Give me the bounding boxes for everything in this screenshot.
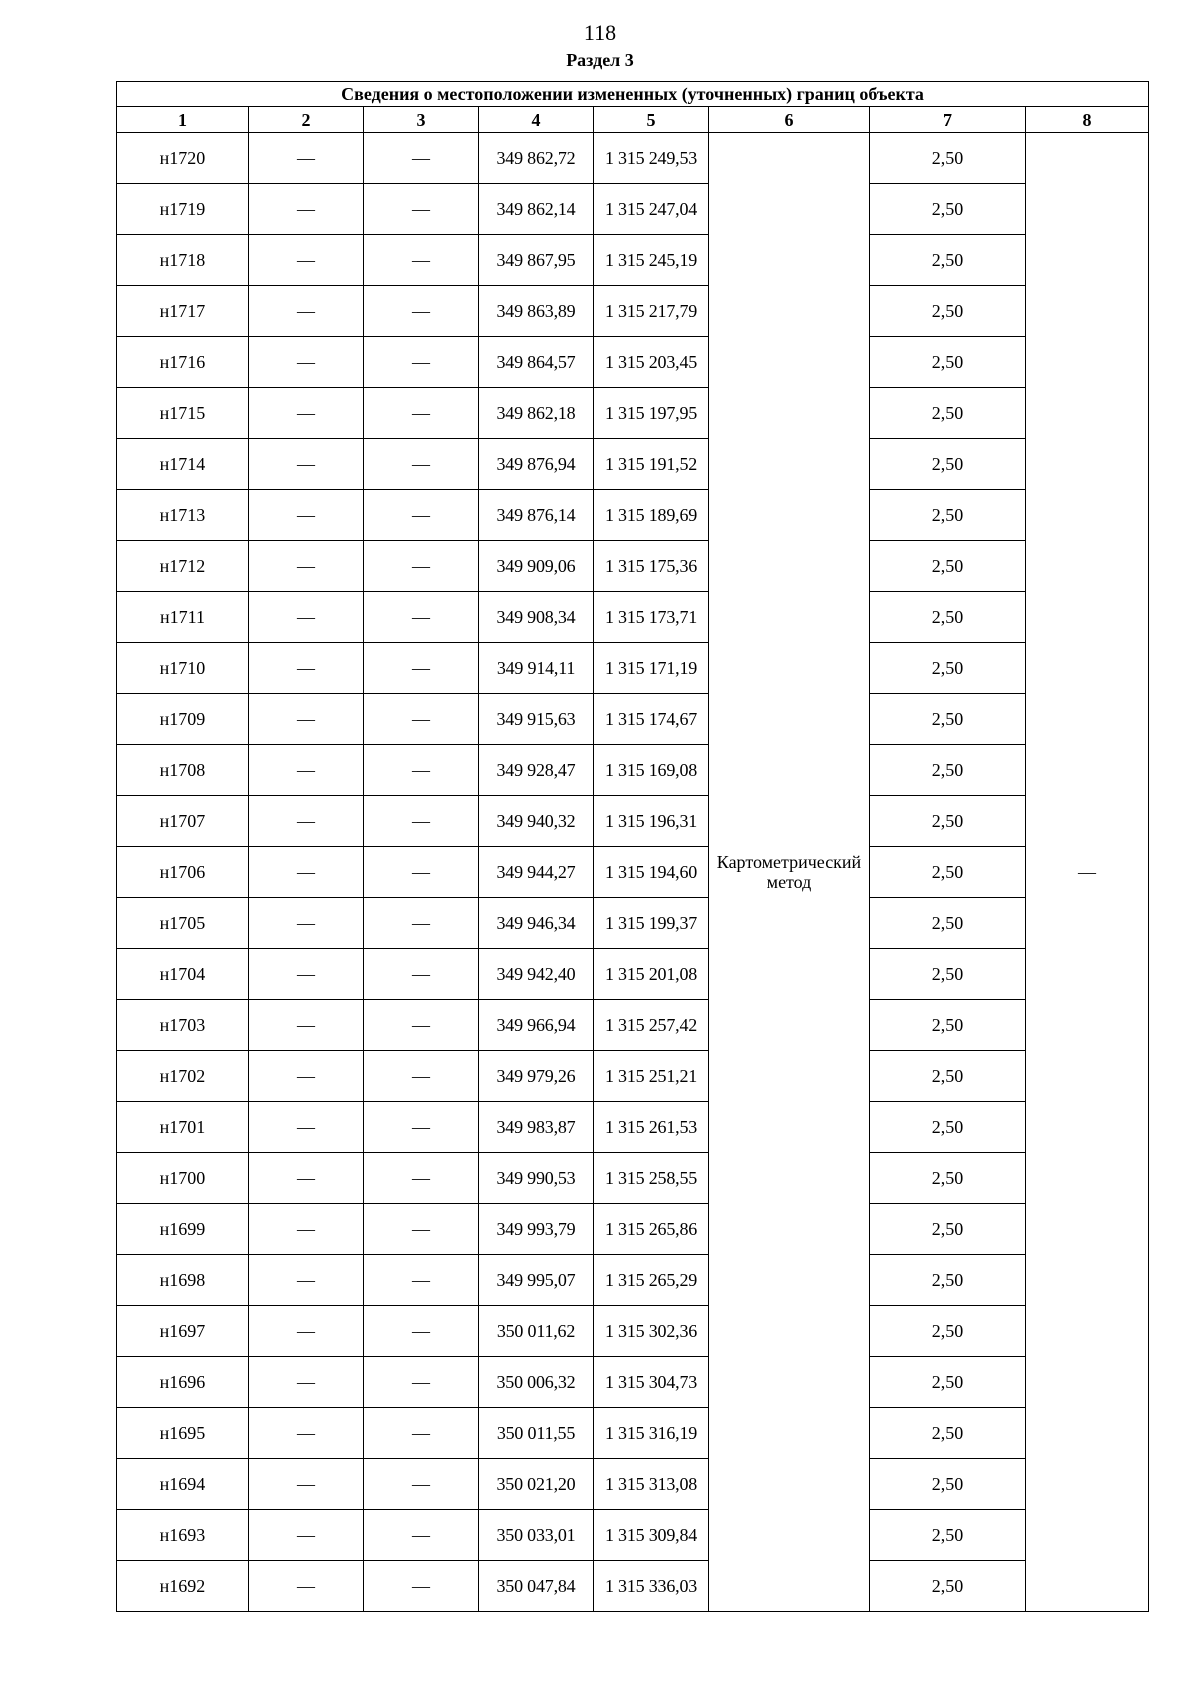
column-3-cell: — [364, 1102, 479, 1153]
column-2-cell: — [249, 1510, 364, 1561]
x-coordinate-cell: 349 915,63 [479, 694, 594, 745]
column-3-cell: — [364, 235, 479, 286]
column-2-cell: — [249, 490, 364, 541]
accuracy-cell: 2,50 [870, 235, 1026, 286]
column-3-cell: — [364, 1000, 479, 1051]
y-coordinate-cell: 1 315 249,53 [594, 133, 709, 184]
column-3-cell: — [364, 1408, 479, 1459]
x-coordinate-cell: 349 990,53 [479, 1153, 594, 1204]
table-row [117, 592, 1149, 643]
column-2-cell: — [249, 694, 364, 745]
column-3-cell: — [364, 388, 479, 439]
column-number: 2 [249, 107, 364, 133]
x-coordinate-cell: 349 946,34 [479, 898, 594, 949]
x-coordinate-cell: 349 867,95 [479, 235, 594, 286]
column-2-cell: — [249, 235, 364, 286]
column-2-cell: — [249, 133, 364, 184]
column-number: 6 [709, 107, 870, 133]
y-coordinate-cell: 1 315 316,19 [594, 1408, 709, 1459]
table-row [117, 541, 1149, 592]
column-3-cell: — [364, 592, 479, 643]
column-number-row [117, 107, 1149, 133]
section-title: Раздел 3 [566, 50, 634, 70]
point-id-cell: н1698 [117, 1255, 249, 1306]
point-id-cell: н1716 [117, 337, 249, 388]
x-coordinate-cell: 349 863,89 [479, 286, 594, 337]
column-2-cell: — [249, 1306, 364, 1357]
accuracy-cell: 2,50 [870, 337, 1026, 388]
accuracy-cell: 2,50 [870, 439, 1026, 490]
point-id-cell: н1715 [117, 388, 249, 439]
y-coordinate-cell: 1 315 171,19 [594, 643, 709, 694]
accuracy-cell: 2,50 [870, 1255, 1026, 1306]
table-row [117, 1153, 1149, 1204]
table-row [117, 286, 1149, 337]
table-row [117, 1000, 1149, 1051]
table-row [117, 1306, 1149, 1357]
x-coordinate-cell: 350 021,20 [479, 1459, 594, 1510]
point-id-cell: н1709 [117, 694, 249, 745]
accuracy-cell: 2,50 [870, 847, 1026, 898]
column-number: 5 [594, 107, 709, 133]
y-coordinate-cell: 1 315 201,08 [594, 949, 709, 1000]
column-2-cell: — [249, 1051, 364, 1102]
y-coordinate-cell: 1 315 265,86 [594, 1204, 709, 1255]
x-coordinate-cell: 349 914,11 [479, 643, 594, 694]
accuracy-cell: 2,50 [870, 949, 1026, 1000]
point-id-cell: н1692 [117, 1561, 249, 1612]
y-coordinate-cell: 1 315 217,79 [594, 286, 709, 337]
point-id-cell: н1713 [117, 490, 249, 541]
accuracy-cell: 2,50 [870, 796, 1026, 847]
y-coordinate-cell: 1 315 247,04 [594, 184, 709, 235]
y-coordinate-cell: 1 315 173,71 [594, 592, 709, 643]
column-2-cell: — [249, 898, 364, 949]
column-3-cell: — [364, 1051, 479, 1102]
column-3-cell: — [364, 1459, 479, 1510]
x-coordinate-cell: 349 944,27 [479, 847, 594, 898]
accuracy-cell: 2,50 [870, 1153, 1026, 1204]
y-coordinate-cell: 1 315 175,36 [594, 541, 709, 592]
point-id-cell: н1708 [117, 745, 249, 796]
method-cell: Картометрический метод [709, 133, 870, 1612]
table-row [117, 439, 1149, 490]
column-2-cell: — [249, 541, 364, 592]
x-coordinate-cell: 349 995,07 [479, 1255, 594, 1306]
column-3-cell: — [364, 439, 479, 490]
x-coordinate-cell: 349 862,72 [479, 133, 594, 184]
accuracy-cell: 2,50 [870, 133, 1026, 184]
column-3-cell: — [364, 1255, 479, 1306]
accuracy-cell: 2,50 [870, 1459, 1026, 1510]
table-row [117, 1204, 1149, 1255]
column-2-cell: — [249, 643, 364, 694]
table-row [117, 745, 1149, 796]
column-2-cell: — [249, 286, 364, 337]
point-id-cell: н1704 [117, 949, 249, 1000]
x-coordinate-cell: 349 979,26 [479, 1051, 594, 1102]
point-id-cell: н1718 [117, 235, 249, 286]
y-coordinate-cell: 1 315 257,42 [594, 1000, 709, 1051]
table-caption-row [117, 82, 1149, 107]
point-id-cell: н1695 [117, 1408, 249, 1459]
column-2-cell: — [249, 388, 364, 439]
point-id-cell: н1710 [117, 643, 249, 694]
table-row [117, 1510, 1149, 1561]
accuracy-cell: 2,50 [870, 1306, 1026, 1357]
table-row [117, 337, 1149, 388]
point-id-cell: н1693 [117, 1510, 249, 1561]
y-coordinate-cell: 1 315 169,08 [594, 745, 709, 796]
table-caption: Сведения о местоположении измененных (уточненных) границ объекта [117, 82, 1149, 107]
x-coordinate-cell: 350 011,55 [479, 1408, 594, 1459]
point-id-cell: н1711 [117, 592, 249, 643]
column-3-cell: — [364, 337, 479, 388]
x-coordinate-cell: 350 033,01 [479, 1510, 594, 1561]
y-coordinate-cell: 1 315 245,19 [594, 235, 709, 286]
point-id-cell: н1702 [117, 1051, 249, 1102]
accuracy-cell: 2,50 [870, 643, 1026, 694]
accuracy-cell: 2,50 [870, 1102, 1026, 1153]
point-id-cell: н1701 [117, 1102, 249, 1153]
x-coordinate-cell: 349 983,87 [479, 1102, 594, 1153]
accuracy-cell: 2,50 [870, 1510, 1026, 1561]
table-row [117, 1102, 1149, 1153]
x-coordinate-cell: 349 862,18 [479, 388, 594, 439]
table-row [117, 694, 1149, 745]
column-2-cell: — [249, 337, 364, 388]
x-coordinate-cell: 349 942,40 [479, 949, 594, 1000]
point-id-cell: н1703 [117, 1000, 249, 1051]
point-id-cell: н1697 [117, 1306, 249, 1357]
column-2-cell: — [249, 1102, 364, 1153]
x-coordinate-cell: 349 876,14 [479, 490, 594, 541]
accuracy-cell: 2,50 [870, 745, 1026, 796]
point-id-cell: н1696 [117, 1357, 249, 1408]
y-coordinate-cell: 1 315 203,45 [594, 337, 709, 388]
x-coordinate-cell: 350 011,62 [479, 1306, 594, 1357]
point-id-cell: н1700 [117, 1153, 249, 1204]
column-3-cell: — [364, 184, 479, 235]
column-number: 4 [479, 107, 594, 133]
column-3-cell: — [364, 1561, 479, 1612]
x-coordinate-cell: 349 864,57 [479, 337, 594, 388]
column-number: 1 [117, 107, 249, 133]
accuracy-cell: 2,50 [870, 1561, 1026, 1612]
point-id-cell: н1699 [117, 1204, 249, 1255]
column-3-cell: — [364, 796, 479, 847]
table-row [117, 796, 1149, 847]
column-3-cell: — [364, 643, 479, 694]
column-2-cell: — [249, 796, 364, 847]
accuracy-cell: 2,50 [870, 184, 1026, 235]
column-3-cell: — [364, 1357, 479, 1408]
point-id-cell: н1694 [117, 1459, 249, 1510]
column-number: 7 [870, 107, 1026, 133]
column-3-cell: — [364, 133, 479, 184]
y-coordinate-cell: 1 315 336,03 [594, 1561, 709, 1612]
column-2-cell: — [249, 1459, 364, 1510]
column-2-cell: — [249, 184, 364, 235]
accuracy-cell: 2,50 [870, 898, 1026, 949]
column-3-cell: — [364, 541, 479, 592]
column-2-cell: — [249, 592, 364, 643]
y-coordinate-cell: 1 315 174,67 [594, 694, 709, 745]
y-coordinate-cell: 1 315 304,73 [594, 1357, 709, 1408]
boundary-coordinates-table [116, 81, 1149, 1612]
x-coordinate-cell: 349 909,06 [479, 541, 594, 592]
accuracy-cell: 2,50 [870, 388, 1026, 439]
y-coordinate-cell: 1 315 194,60 [594, 847, 709, 898]
y-coordinate-cell: 1 315 265,29 [594, 1255, 709, 1306]
x-coordinate-cell: 349 876,94 [479, 439, 594, 490]
accuracy-cell: 2,50 [870, 1357, 1026, 1408]
column-3-cell: — [364, 1510, 479, 1561]
column-2-cell: — [249, 1000, 364, 1051]
column-3-cell: — [364, 490, 479, 541]
accuracy-cell: 2,50 [870, 1408, 1026, 1459]
accuracy-cell: 2,50 [870, 1051, 1026, 1102]
table-row [117, 1408, 1149, 1459]
y-coordinate-cell: 1 315 191,52 [594, 439, 709, 490]
column-2-cell: — [249, 1153, 364, 1204]
column-2-cell: — [249, 745, 364, 796]
table-row [117, 1255, 1149, 1306]
x-coordinate-cell: 350 047,84 [479, 1561, 594, 1612]
accuracy-cell: 2,50 [870, 490, 1026, 541]
column-2-cell: — [249, 1204, 364, 1255]
table-row [117, 184, 1149, 235]
column-3-cell: — [364, 694, 479, 745]
table-row [117, 490, 1149, 541]
table-row [117, 235, 1149, 286]
table-row [117, 643, 1149, 694]
table-row [117, 1357, 1149, 1408]
column-2-cell: — [249, 439, 364, 490]
table-row [117, 847, 1149, 898]
x-coordinate-cell: 349 928,47 [479, 745, 594, 796]
column-2-cell: — [249, 1357, 364, 1408]
table-body [117, 133, 1149, 1612]
column-8-cell: — [1026, 133, 1149, 1612]
table-row [117, 1561, 1149, 1612]
accuracy-cell: 2,50 [870, 541, 1026, 592]
point-id-cell: н1717 [117, 286, 249, 337]
column-3-cell: — [364, 1204, 479, 1255]
accuracy-cell: 2,50 [870, 694, 1026, 745]
point-id-cell: н1707 [117, 796, 249, 847]
point-id-cell: н1705 [117, 898, 249, 949]
column-3-cell: — [364, 847, 479, 898]
y-coordinate-cell: 1 315 189,69 [594, 490, 709, 541]
x-coordinate-cell: 350 006,32 [479, 1357, 594, 1408]
y-coordinate-cell: 1 315 197,95 [594, 388, 709, 439]
column-number: 8 [1026, 107, 1149, 133]
x-coordinate-cell: 349 940,32 [479, 796, 594, 847]
accuracy-cell: 2,50 [870, 286, 1026, 337]
x-coordinate-cell: 349 993,79 [479, 1204, 594, 1255]
point-id-cell: н1714 [117, 439, 249, 490]
column-3-cell: — [364, 1153, 479, 1204]
column-number: 3 [364, 107, 479, 133]
y-coordinate-cell: 1 315 302,36 [594, 1306, 709, 1357]
x-coordinate-cell: 349 862,14 [479, 184, 594, 235]
column-2-cell: — [249, 949, 364, 1000]
y-coordinate-cell: 1 315 251,21 [594, 1051, 709, 1102]
accuracy-cell: 2,50 [870, 1204, 1026, 1255]
page-number: 118 [583, 20, 617, 45]
point-id-cell: н1706 [117, 847, 249, 898]
point-id-cell: н1720 [117, 133, 249, 184]
table-row [117, 133, 1149, 184]
column-3-cell: — [364, 949, 479, 1000]
table-row [117, 388, 1149, 439]
column-2-cell: — [249, 1408, 364, 1459]
column-2-cell: — [249, 1255, 364, 1306]
y-coordinate-cell: 1 315 313,08 [594, 1459, 709, 1510]
column-3-cell: — [364, 745, 479, 796]
y-coordinate-cell: 1 315 309,84 [594, 1510, 709, 1561]
y-coordinate-cell: 1 315 199,37 [594, 898, 709, 949]
column-3-cell: — [364, 286, 479, 337]
y-coordinate-cell: 1 315 196,31 [594, 796, 709, 847]
y-coordinate-cell: 1 315 258,55 [594, 1153, 709, 1204]
column-3-cell: — [364, 1306, 479, 1357]
accuracy-cell: 2,50 [870, 592, 1026, 643]
x-coordinate-cell: 349 966,94 [479, 1000, 594, 1051]
column-2-cell: — [249, 1561, 364, 1612]
table-row [117, 1459, 1149, 1510]
point-id-cell: н1712 [117, 541, 249, 592]
y-coordinate-cell: 1 315 261,53 [594, 1102, 709, 1153]
point-id-cell: н1719 [117, 184, 249, 235]
x-coordinate-cell: 349 908,34 [479, 592, 594, 643]
column-3-cell: — [364, 898, 479, 949]
table-row [117, 898, 1149, 949]
column-2-cell: — [249, 847, 364, 898]
accuracy-cell: 2,50 [870, 1000, 1026, 1051]
table-row [117, 949, 1149, 1000]
table-row [117, 1051, 1149, 1102]
